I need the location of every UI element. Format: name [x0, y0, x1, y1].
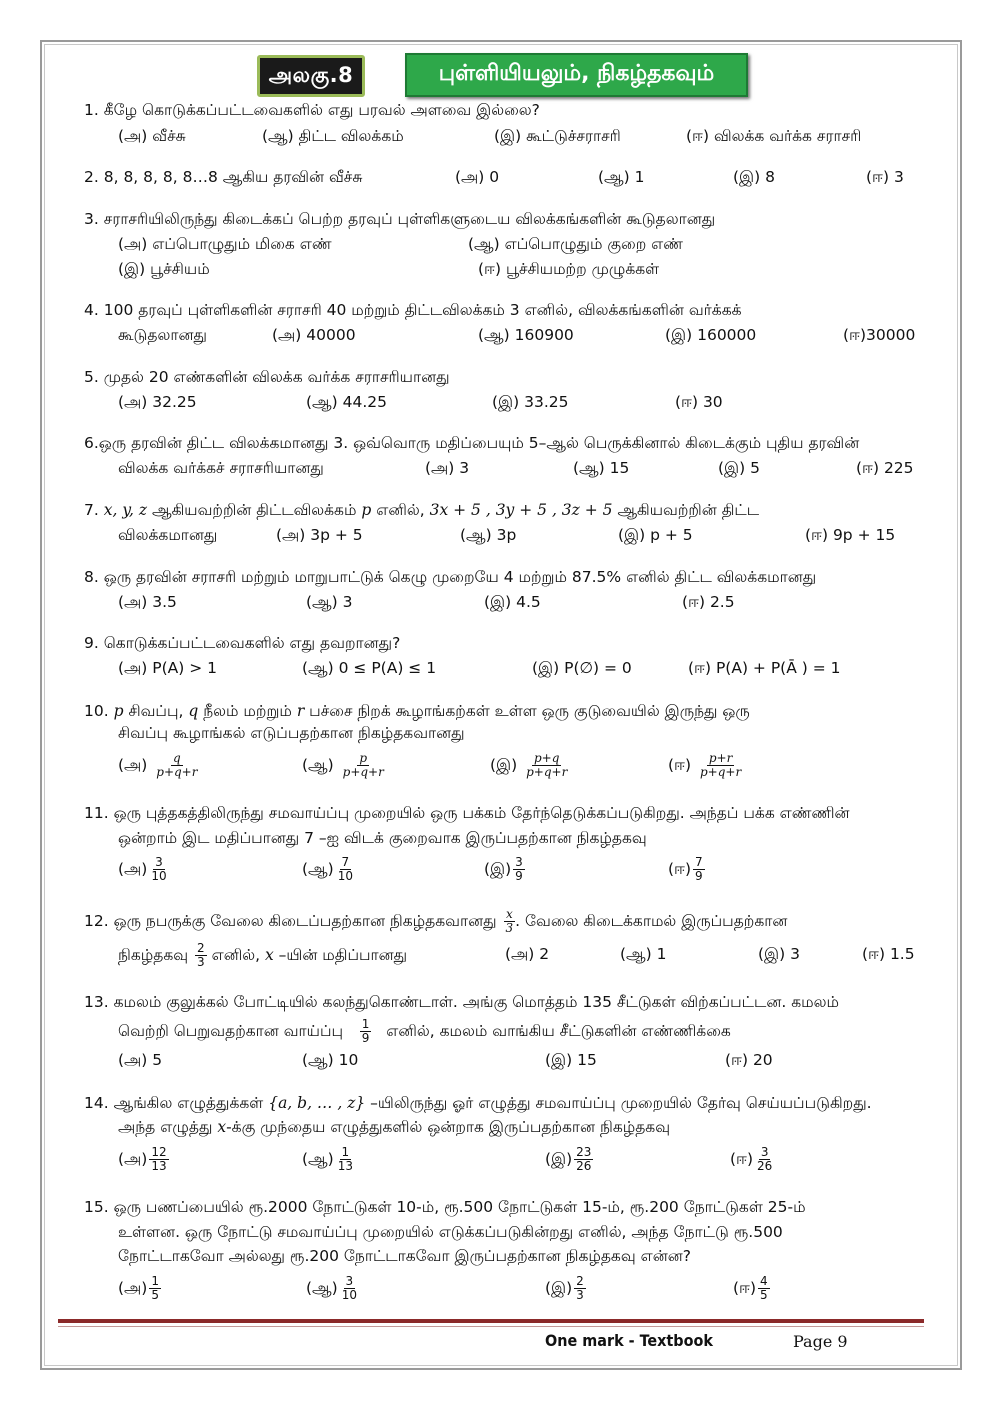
question-2: 2. 8, 8, 8, 8, 8…8 ஆகிய தரவின் வீச்சு [84, 168, 363, 186]
question-11: 11. ஒரு புத்தகத்திலிருந்து சமவாய்ப்பு முறையில் ஒரு பக்கம் தேர்ந்தெடுக்கப்படுகிறது. அந்தப் பக்க எண்ணின் [84, 804, 850, 822]
option[interactable]: (ஈ) 3 [866, 168, 904, 186]
question-6: 6.ஒரு தரவின் திட்ட விலக்கமானது 3. ஒவ்வொரு மதிப்பையும் 5–ஆல் பெருக்கினால் கிடைக்கும் புதிய தரவின் [84, 434, 860, 452]
footer-rule-thin [58, 1326, 924, 1327]
question-10: 10. p சிவப்பு, q நீலம் மற்றும் r பச்சை நிறக் கூழாங்கற்கள் உள்ள ஒரு குடுவையில் இருந்து ஒரு [84, 702, 750, 720]
option[interactable]: (ஆ) 44.25 [306, 393, 387, 411]
question-5: 5. முதல் 20 எண்களின் விலக்க வர்க்க சராசரியானது [84, 368, 450, 386]
option[interactable]: (அ) $\frac{3}{10}$ [118, 855, 167, 883]
footer-rule [58, 1319, 924, 1323]
option[interactable]: (ஆ) 1 [620, 945, 667, 963]
option[interactable]: (இ) $\frac{p+q}{p+q+r}$ [490, 751, 568, 779]
question-11-line2: ஒன்றாம் இட மதிப்பானது 7 –ஐ விடக் குறைவாக இருப்பதற்கான நிகழ்தகவு [118, 829, 647, 847]
option[interactable]: (இ) $\frac{2}{3}$ [545, 1274, 584, 1302]
option[interactable]: (ஈ) $\frac{p+r}{p+q+r}$ [668, 751, 742, 779]
option[interactable]: (அ) $\frac{1}{5}$ [118, 1274, 159, 1302]
option[interactable]: (ஆ) 15 [573, 459, 630, 477]
option[interactable]: (ஈ) P(A) + P(Ā ) = 1 [688, 659, 841, 677]
question-4: 4. 100 தரவுப் புள்ளிகளின் சராசரி 40 மற்றும் திட்டவிலக்கம் 3 எனில், விலக்கங்களின் வர்க்கக் [84, 301, 742, 319]
unit-badge: அலகு.8 [257, 55, 365, 97]
option[interactable]: (இ) $\frac{3}{9}$ [484, 855, 523, 883]
question-12-line2: நிகழ்தகவு $\frac{2}{3}$ எனில், x –யின் மதிப்பானது [118, 941, 408, 969]
option[interactable]: (அ) 40000 [272, 326, 356, 344]
option[interactable]: (அ) வீச்சு [118, 127, 186, 145]
option[interactable]: (ஈ) 30 [675, 393, 723, 411]
option[interactable]: (இ) 33.25 [492, 393, 569, 411]
option[interactable]: (ஆ) $\frac{3}{10}$ [306, 1274, 357, 1302]
option[interactable]: (ஈ) 225 [856, 459, 914, 477]
question-8: 8. ஒரு தரவின் சராசரி மற்றும் மாறுபாட்டுக் கெழு முறையே 4 மற்றும் 87.5% எனில் திட்ட விலக்கமானது [84, 568, 817, 586]
option[interactable]: (அ) 2 [505, 945, 550, 963]
question-10-line2: சிவப்பு கூழாங்கல் எடுப்பதற்கான நிகழ்தகவானது [118, 724, 465, 742]
option[interactable]: (ஆ) 0 ≤ P(A) ≤ 1 [302, 659, 437, 677]
question-13: 13. கமலம் குலுக்கல் போட்டியில் கலந்துகொண்டாள். அங்கு மொத்தம் 135 சீட்டுகள் விற்கப்பட்டன. கமலம் [84, 993, 839, 1011]
option[interactable]: (இ) 3 [758, 945, 800, 963]
option[interactable]: (இ) 160000 [665, 326, 757, 344]
option[interactable]: (ஆ) 3p [460, 526, 517, 544]
option[interactable]: (இ) கூட்டுச்சராசரி [494, 127, 621, 145]
question-12: 12. ஒரு நபருக்கு வேலை கிடைப்பதற்கான நிகழ்தகவானது $\frac{x}{3}$ . வேலை கிடைக்காமல் இருப்பதற்கான [84, 907, 788, 935]
option[interactable]: (ஆ) 3 [306, 593, 353, 611]
option[interactable]: (ஈ) $\frac{3}{26}$ [730, 1145, 773, 1173]
question-1: 1. கீழே கொடுக்கப்பட்டவைகளில் எது பரவல் அளவை இல்லை? [84, 101, 540, 119]
option[interactable]: (இ) $\frac{23}{26}$ [545, 1145, 592, 1173]
question-14: 14. ஆங்கில எழுத்துக்கள் {a, b, … , z} –யிலிருந்து ஓர் எழுத்து சமவாய்ப்பு முறையில் தேர்வு செய்யப்படுகிறது. [84, 1094, 872, 1112]
question-3: 3. சராசரியிலிருந்து கிடைக்கப் பெற்ற தரவுப் புள்ளிகளுடைய விலக்கங்களின் கூடுதலானது [84, 210, 716, 228]
question-15: 15. ஒரு பணப்பையில் ரூ.2000 நோட்டுகள் 10-ம், ரூ.500 நோட்டுகள் 15-ம், ரூ.200 நோட்டுகள் 25-ம் [84, 1198, 806, 1216]
option[interactable]: (ஆ) 160900 [478, 326, 574, 344]
page-number: Page 9 [793, 1332, 848, 1351]
question-15-line3: நோட்டாகவோ அல்லது ரூ.200 நோட்டாகவோ இருப்பதற்கான நிகழ்தகவு என்ன? [118, 1247, 691, 1265]
question-14-line2: அந்த எழுத்து x-க்கு முந்தைய எழுத்துகளில் ஒன்றாக இருப்பதற்கான நிகழ்தகவு [118, 1118, 671, 1136]
question-13-line2: வெற்றி பெறுவதற்கான வாய்ப்பு $\frac{1}{9}$ எனில், கமலம் வாங்கிய சீட்டுகளின் எண்ணிக்கை [118, 1017, 731, 1045]
option[interactable]: (இ) p + 5 [618, 526, 693, 544]
option[interactable]: (ஈ) 2.5 [682, 593, 735, 611]
option[interactable]: (அ) 0 [455, 168, 500, 186]
option[interactable]: (ஆ) $\frac{7}{10}$ [302, 855, 353, 883]
option[interactable]: (அ) 3p + 5 [276, 526, 363, 544]
option[interactable]: (இ) 5 [718, 459, 760, 477]
option[interactable]: (ஈ)30000 [843, 326, 916, 344]
question-9: 9. கொடுக்கப்பட்டவைகளில் எது தவறானது? [84, 634, 401, 652]
option[interactable]: (அ) $\frac{12}{13}$ [118, 1145, 167, 1173]
option[interactable]: (ஈ) 1.5 [862, 945, 915, 963]
option[interactable]: (ஆ) 10 [302, 1051, 359, 1069]
question-7-line2: விலக்கமானது [118, 526, 218, 544]
chapter-title: புள்ளியியலும், நிகழ்தகவும் [405, 53, 748, 97]
option[interactable]: (அ) 3 [425, 459, 470, 477]
option[interactable]: (ஆ) 1 [598, 168, 645, 186]
option[interactable]: (ஈ) விலக்க வர்க்க சராசரி [686, 127, 862, 145]
option[interactable]: (ஆ) $\frac{p}{p+q+r}$ [302, 751, 384, 779]
option[interactable]: (இ) பூச்சியம் [118, 260, 210, 278]
option[interactable]: (இ) 8 [733, 168, 775, 186]
question-7: 7. x, y, z ஆகியவற்றின் திட்டவிலக்கம் p எனில், 3x + 5 , 3y + 5 , 3z + 5 ஆகியவற்றின் திட்ட [84, 501, 760, 519]
option[interactable]: (அ) 3.5 [118, 593, 177, 611]
option[interactable]: (ஆ) எப்பொழுதும் குறை எண் [468, 235, 683, 253]
option[interactable]: (ஈ) பூச்சியமற்ற முழுக்கள் [478, 260, 660, 278]
footer-label: One mark - Textbook [545, 1331, 713, 1350]
option[interactable]: (இ) P(∅) = 0 [532, 659, 632, 677]
option[interactable]: (அ) எப்பொழுதும் மிகை எண் [118, 235, 332, 253]
option[interactable]: (ஆ) திட்ட விலக்கம் [262, 127, 404, 145]
question-4-line2: கூடுதலானது [118, 326, 207, 344]
option[interactable]: (அ) $\frac{q}{p+q+r}$ [118, 751, 198, 779]
option[interactable]: (ஈ) $\frac{7}{9}$ [668, 855, 703, 883]
option[interactable]: (ஈ) $\frac{4}{5}$ [733, 1274, 768, 1302]
option[interactable]: (இ) 4.5 [484, 593, 541, 611]
option[interactable]: (அ) P(A) > 1 [118, 659, 217, 677]
option[interactable]: (ஈ) 9p + 15 [805, 526, 896, 544]
question-6-line2: விலக்க வர்க்கச் சராசரியானது [118, 459, 324, 477]
option[interactable]: (ஈ) 20 [725, 1051, 773, 1069]
option[interactable]: (இ) 15 [545, 1051, 597, 1069]
option[interactable]: (ஆ) $\frac{1}{13}$ [302, 1145, 353, 1173]
option[interactable]: (அ) 32.25 [118, 393, 197, 411]
question-15-line2: உள்ளன. ஒரு நோட்டு சமவாய்ப்பு முறையில் எடுக்கப்படுகின்றது எனில், அந்த நோட்டு ரூ.500 [118, 1223, 783, 1241]
option[interactable]: (அ) 5 [118, 1051, 163, 1069]
